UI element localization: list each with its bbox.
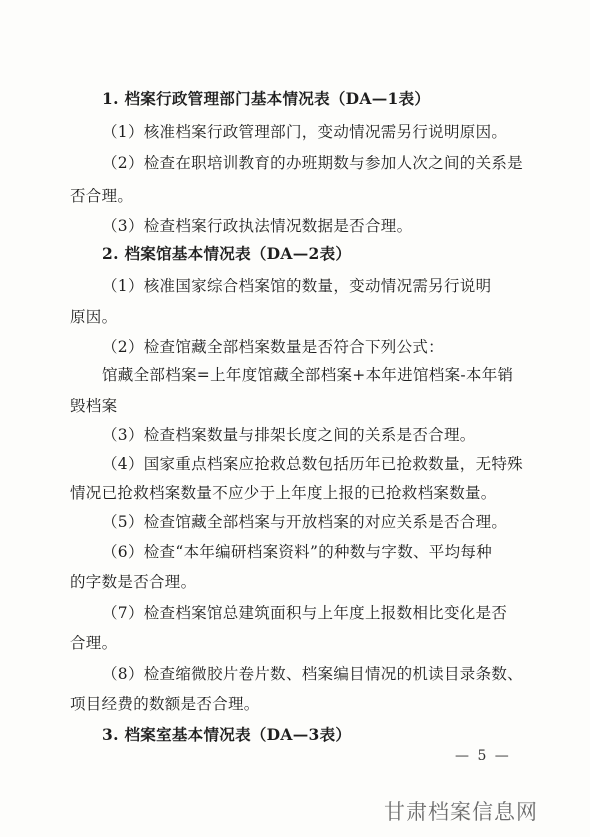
paragraph-line: （1）核准国家综合档案馆的数量，变动情况需另行说明 (102, 277, 492, 295)
paragraph-line: （8）检查缩微胶片卷片数、档案编目情况的机读目录条数、 (102, 665, 523, 683)
paragraph-line: （2）检查在职培训教育的办班期数与参加人次之间的关系是 (102, 154, 523, 172)
section-heading-3: 3. 档案室基本情况表（DA—3表） (102, 725, 352, 744)
paragraph-line: （2）检查馆藏全部档案数量是否符合下列公式： (102, 338, 444, 356)
paragraph-line: （6）检查“本年编研档案资料”的种数与字数、平均每种 (102, 543, 493, 561)
paragraph-line: 的字数是否合理。 (70, 573, 197, 591)
formula-line: 毁档案 (70, 397, 118, 415)
paragraph-line: 合理。 (70, 634, 118, 652)
site-watermark: 甘肃档案信息网 (384, 800, 538, 824)
section-heading-2: 2. 档案馆基本情况表（DA—2表） (102, 244, 352, 263)
paragraph-line: （1）核准档案行政管理部门，变动情况需另行说明原因。 (102, 123, 508, 141)
paragraph-line: 否合理。 (70, 187, 134, 205)
paragraph-line: 原因。 (70, 308, 118, 326)
paragraph-line: （5）检查馆藏全部档案与开放档案的对应关系是否合理。 (102, 513, 508, 531)
paragraph-line: （3）检查档案数量与排架长度之间的关系是否合理。 (102, 426, 476, 444)
paragraph-line: 情况已抢救档案数量不应少于上年度上报的已抢救档案数量。 (70, 484, 497, 502)
page-number: — 5 — (455, 748, 511, 764)
paragraph-line: 项目经费的数额是否合理。 (70, 695, 260, 713)
paragraph-line: （3）检查档案行政执法情况数据是否合理。 (102, 217, 413, 235)
formula-line: 馆藏全部档案=上年度馆藏全部档案+本年进馆档案-本年销 (102, 366, 514, 384)
paragraph-line: （7）检查档案馆总建筑面积与上年度上报数相比变化是否 (102, 604, 508, 622)
paragraph-line: （4）国家重点档案应抢救总数包括历年已抢救数量，无特殊 (102, 455, 523, 473)
section-heading-1: 1. 档案行政管理部门基本情况表（DA—1表） (102, 89, 431, 108)
